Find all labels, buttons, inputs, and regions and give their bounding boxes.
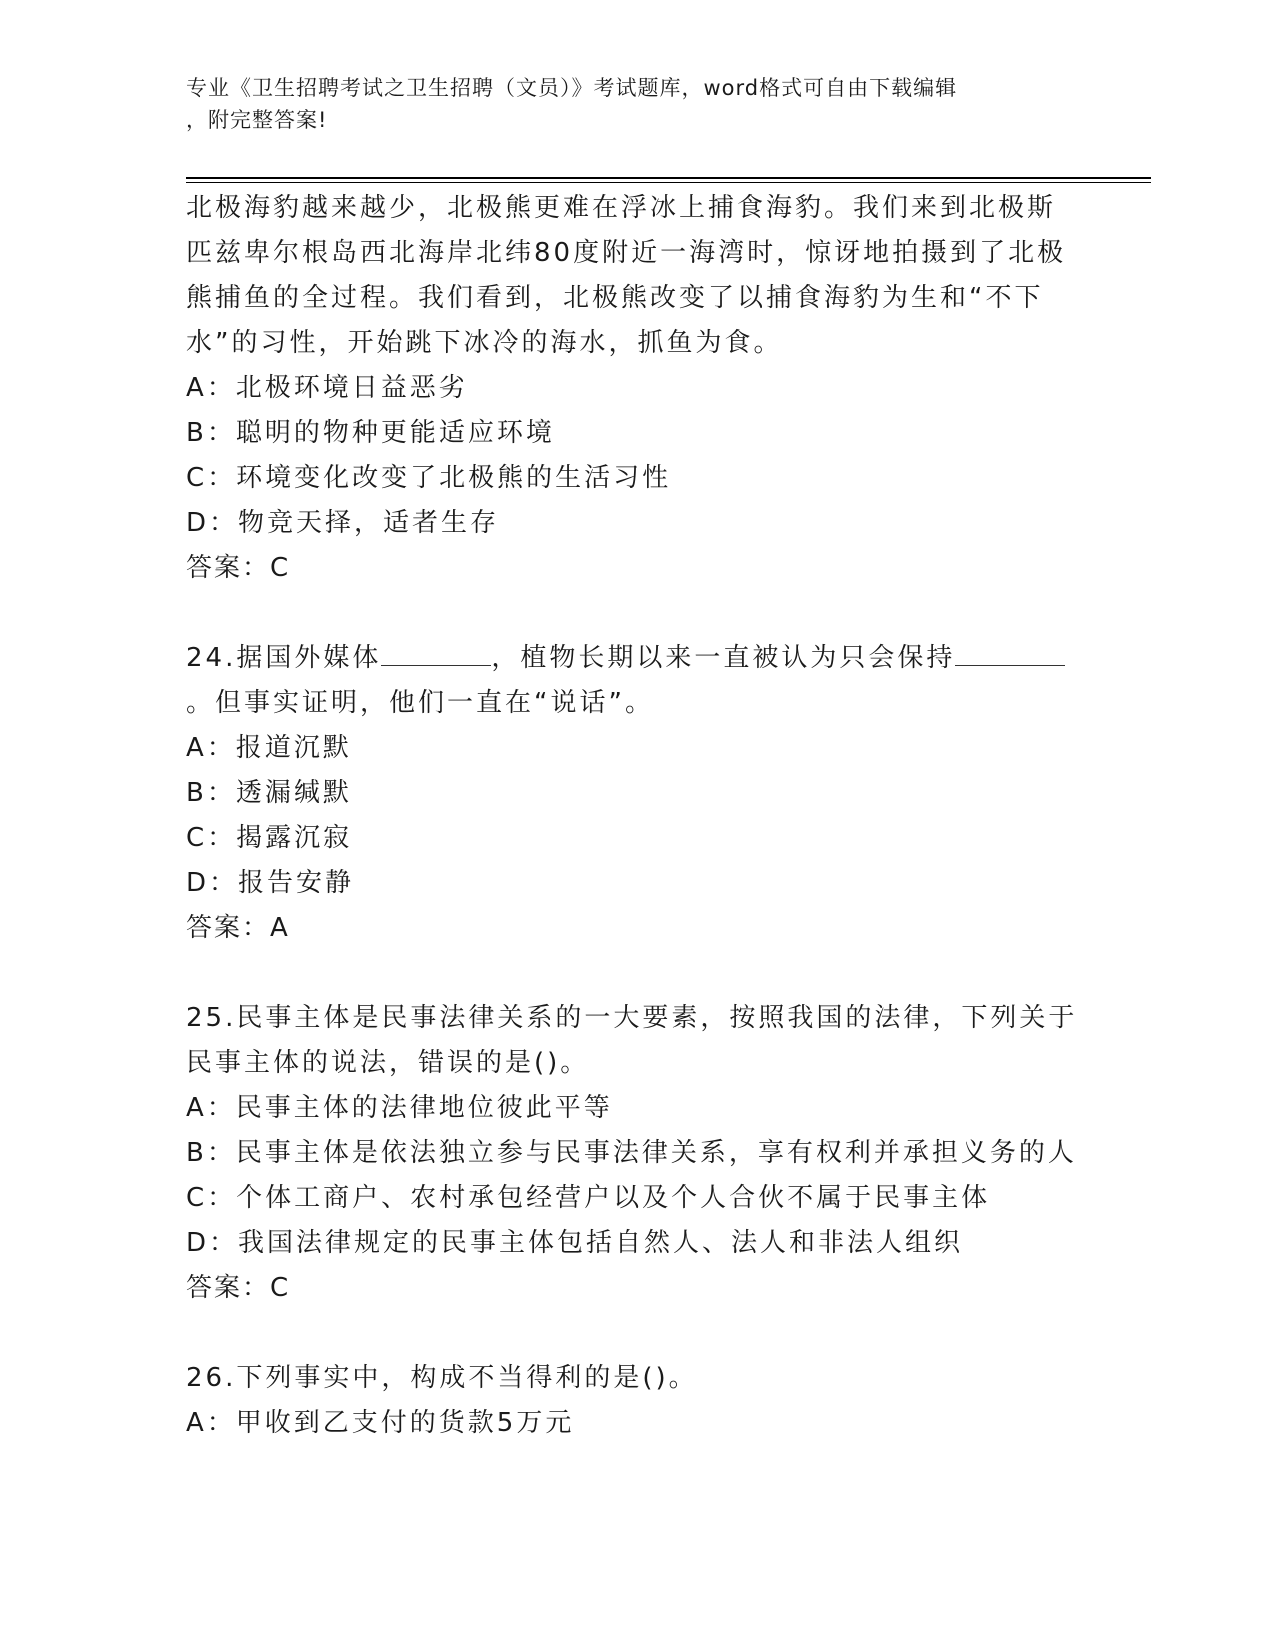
answer-blank-1 <box>381 637 491 666</box>
question-24-option-d: D：报告安静 <box>186 868 355 898</box>
question-23 <box>186 186 1086 591</box>
spacer <box>186 951 1086 996</box>
question-24-text-part-2: ，植物长期以来一直被认为只会保持 <box>491 643 956 673</box>
question-24-option-a: A：报道沉默 <box>186 733 352 763</box>
answer-blank-2 <box>955 637 1065 666</box>
question-23-option-c: C：环境变化改变了北极熊的生活习性 <box>186 463 672 493</box>
question-23-text-line-1: 北极海豹越来越少，北极熊更难在浮冰上捕食海豹。我们来到北极斯 <box>186 193 1057 223</box>
document-header <box>186 72 1066 136</box>
question-26-option-a: A：甲收到乙支付的货款5万元 <box>186 1408 575 1438</box>
question-24-text-line-1 <box>186 636 1086 681</box>
question-25-option-b: B：民事主体是依法独立参与民事法律关系，享有权利并承担义务的人 <box>186 1138 1077 1168</box>
question-content <box>186 186 1086 1446</box>
question-24-option-b: B：透漏缄默 <box>186 778 352 808</box>
question-26-text-line-1: 26.下列事实中，构成不当得利的是()。 <box>186 1363 698 1393</box>
question-25-option-c: C：个体工商户、农村承包经营户以及个人合伙不属于民事主体 <box>186 1183 991 1213</box>
question-23-text-line-4: 水”的习性，开始跳下冰冷的海水，抓鱼为食。 <box>186 328 783 358</box>
question-23-option-d: D：物竞天择，适者生存 <box>186 508 500 538</box>
question-24-option-c: C：揭露沉寂 <box>186 823 353 853</box>
question-25-option-d: D：我国法律规定的民事主体包括自然人、法人和非法人组织 <box>186 1228 964 1258</box>
header-title-line-1: 专业《卫生招聘考试之卫生招聘（文员）》考试题库，word格式可自由下载编辑 <box>186 76 958 100</box>
question-23-option-a: A：北极环境日益恶劣 <box>186 373 468 403</box>
header-title-line-2: ，附完整答案! <box>186 108 328 132</box>
question-24 <box>186 636 1086 951</box>
spacer <box>186 1311 1086 1356</box>
question-25-text-line-1: 25.民事主体是民事法律关系的一大要素，按照我国的法律，下列关于 <box>186 1003 1078 1033</box>
question-24-text-line-2: 。但事实证明，他们一直在“说话”。 <box>186 688 654 718</box>
question-25-text-line-2: 民事主体的说法，错误的是()。 <box>186 1048 590 1078</box>
question-23-text-line-3: 熊捕鱼的全过程。我们看到，北极熊改变了以捕食海豹为生和“不下 <box>186 283 1044 313</box>
question-25-option-a: A：民事主体的法律地位彼此平等 <box>186 1093 613 1123</box>
question-24-answer: 答案：A <box>186 913 290 943</box>
question-26 <box>186 1356 1086 1446</box>
question-23-answer: 答案：C <box>186 553 291 583</box>
question-23-text-line-2: 匹兹卑尔根岛西北海岸北纬80度附近一海湾时，惊讶地拍摄到了北极 <box>186 238 1067 268</box>
header-divider-thin <box>186 182 1151 183</box>
question-24-text-part-1: 24.据国外媒体 <box>186 643 382 673</box>
question-25-answer: 答案：C <box>186 1273 291 1303</box>
spacer <box>186 591 1086 636</box>
question-25 <box>186 996 1086 1311</box>
question-23-option-b: B：聪明的物种更能适应环境 <box>186 418 555 448</box>
header-divider-thick <box>186 177 1151 179</box>
